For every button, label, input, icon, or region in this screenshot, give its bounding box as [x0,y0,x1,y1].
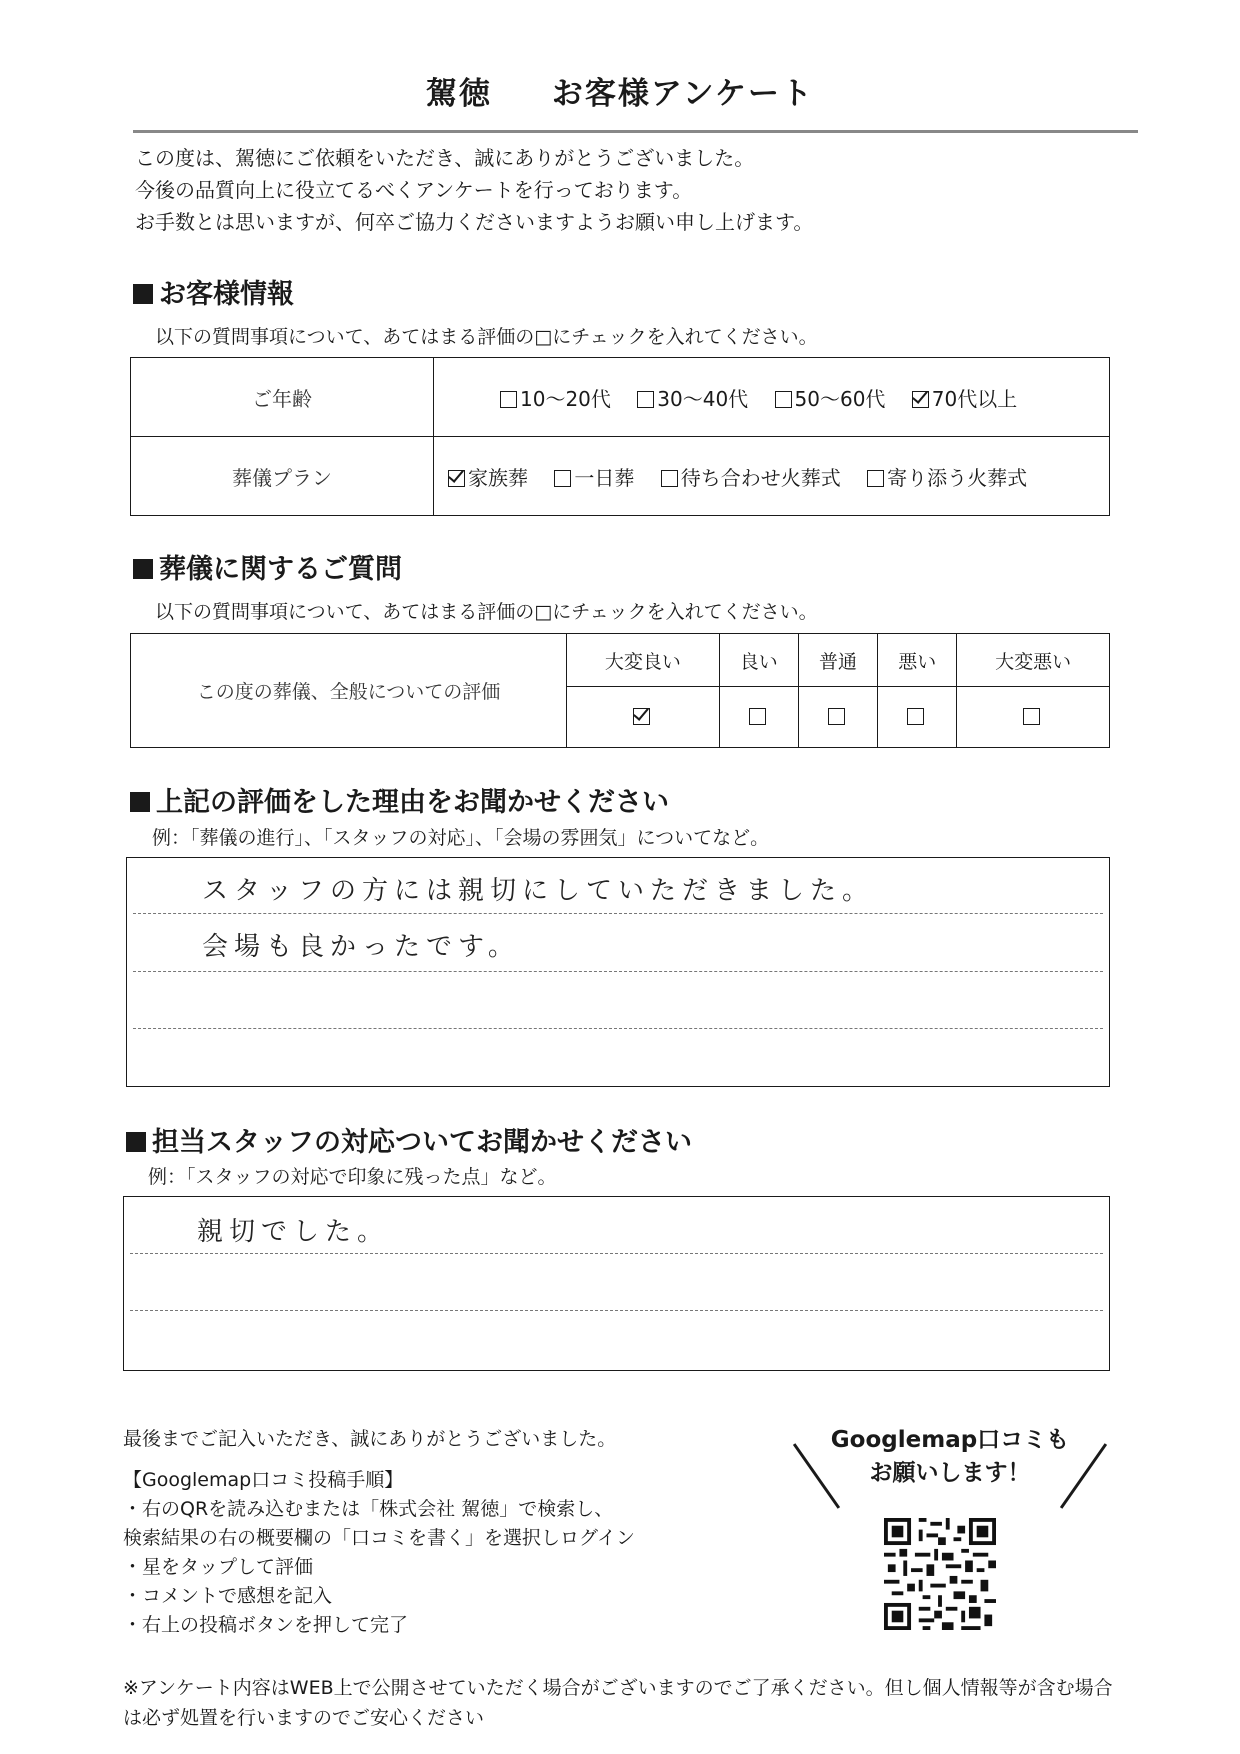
dashed-line [133,971,1103,972]
square-bullet-icon [126,1132,146,1152]
checkbox-icon[interactable] [775,391,792,408]
rating-header: 普通 [798,634,877,687]
dashed-line [133,1028,1103,1029]
intro-text [135,142,813,238]
rating-cell [957,687,1110,748]
customer-info-instruction: 以下の質問事項について、あてはまる評価の□にチェックを入れてください。 [155,326,818,348]
disclaimer-note: ※アンケート内容はWEB上で公開させていただく場合がございますのでご了承ください。但し個人情報等が含む場合は必ず処置を行いますのでご安心ください [123,1677,1113,1729]
handwritten-answer-line: 会場も良かったです。 [202,932,520,962]
age-option[interactable]: 10～20代 [500,383,611,412]
checkbox-icon[interactable] [500,391,517,408]
intro-line: お手数とは思いますが、何卒ご協力くださいますようお願い申し上げます。 [135,210,814,234]
staff-answer-box[interactable] [123,1196,1110,1371]
staff-example: 例：「スタッフの対応で印象に残った点」など。 [148,1166,557,1188]
checkbox-checked-icon[interactable] [633,708,650,725]
rating-cell [567,687,720,748]
square-bullet-icon [133,559,153,579]
plan-option[interactable]: 家族葬 [448,462,528,491]
step-item: 検索結果の右の概要欄の「口コミを書く」を選択しログイン [123,1527,636,1549]
rating-header: 大変良い [567,634,720,687]
funeral-questions-heading: 葬儀に関するご質問 [133,547,402,586]
page-title [0,68,1240,113]
dashed-line [133,913,1103,914]
rating-header: 良い [719,634,798,687]
age-row [131,358,1110,437]
step-item: ・右上の投稿ボタンを押して完了 [123,1614,409,1636]
funeral-questions-instruction: 以下の質問事項について、あてはまる評価の□にチェックを入れてください。 [155,601,818,623]
rating-cell [719,687,798,748]
googlemap-callout [800,1424,1100,1490]
age-option[interactable]: 70代以上 [912,383,1017,412]
thanks-text: 最後までご記入いただき、誠にありがとうございました。 [123,1428,617,1450]
rating-question: この度の葬儀、全般についての評価 [131,634,567,748]
rating-cell [878,687,957,748]
checkbox-icon[interactable] [554,470,571,487]
age-label: ご年齢 [131,358,434,437]
plan-option[interactable]: 一日葬 [554,462,634,491]
plan-option[interactable]: 寄り添う火葬式 [867,462,1027,491]
square-bullet-icon [130,792,150,812]
age-option[interactable]: 30～40代 [637,383,748,412]
plan-options [434,437,1110,516]
rating-cell [798,687,877,748]
plan-row [131,437,1110,516]
rating-table [130,633,1110,748]
rating-header: 悪い [878,634,957,687]
intro-line: この度は、駕徳にご依頼をいただき、誠にありがとうございました。 [135,146,755,170]
handwritten-answer-line: 親切でした。 [197,1217,390,1247]
qr-code-icon[interactable] [884,1518,996,1630]
title-divider [133,130,1138,133]
customer-info-heading: お客様情報 [133,272,294,311]
reason-answer-box[interactable] [126,857,1110,1087]
handwritten-answer-line: スタッフの方には親切にしていただきました。 [202,876,875,906]
step-item: ・右のQRを読み込むまたは「株式会社 駕徳」で検索し、 [123,1498,614,1520]
checkbox-icon[interactable] [749,708,766,725]
footer-instructions [123,1425,635,1640]
checkbox-icon[interactable] [828,708,845,725]
reason-heading: 上記の評価をした理由をお聞かせください [130,780,669,819]
staff-heading: 担当スタッフの対応ついてお聞かせください [126,1120,692,1159]
survey-title: お客様アンケート [551,76,815,112]
step-item: ・コメントで感想を記入 [123,1585,333,1607]
checkbox-icon[interactable] [637,391,654,408]
square-bullet-icon [133,284,153,304]
checkbox-icon[interactable] [867,470,884,487]
plan-label: 葬儀プラン [131,437,434,516]
googlemap-callout-line: お願いします！ [869,1460,1031,1486]
reason-example: 例：「葬儀の進行」、「スタッフの対応」、「会場の雰囲気」についてなど。 [152,827,770,849]
rating-header: 大変悪い [957,634,1110,687]
checkbox-icon[interactable] [907,708,924,725]
intro-line: 今後の品質向上に役立てるべくアンケートを行っております。 [135,178,693,202]
checkbox-icon[interactable] [661,470,678,487]
company-name: 駕徳 [425,76,492,112]
checkbox-checked-icon[interactable] [448,470,465,487]
dashed-line [130,1310,1103,1311]
plan-option[interactable]: 待ち合わせ火葬式 [661,462,841,491]
steps-title: 【Googlemap口コミ投稿手順】 [123,1469,404,1491]
age-option[interactable]: 50～60代 [775,383,886,412]
googlemap-callout-line: Googlemap口コミも [830,1427,1070,1453]
checkbox-checked-icon[interactable] [912,391,929,408]
dashed-line [130,1253,1103,1254]
checkbox-icon[interactable] [1023,708,1040,725]
age-options [434,358,1110,437]
step-item: ・星をタップして評価 [123,1556,314,1578]
customer-info-table [130,357,1110,516]
